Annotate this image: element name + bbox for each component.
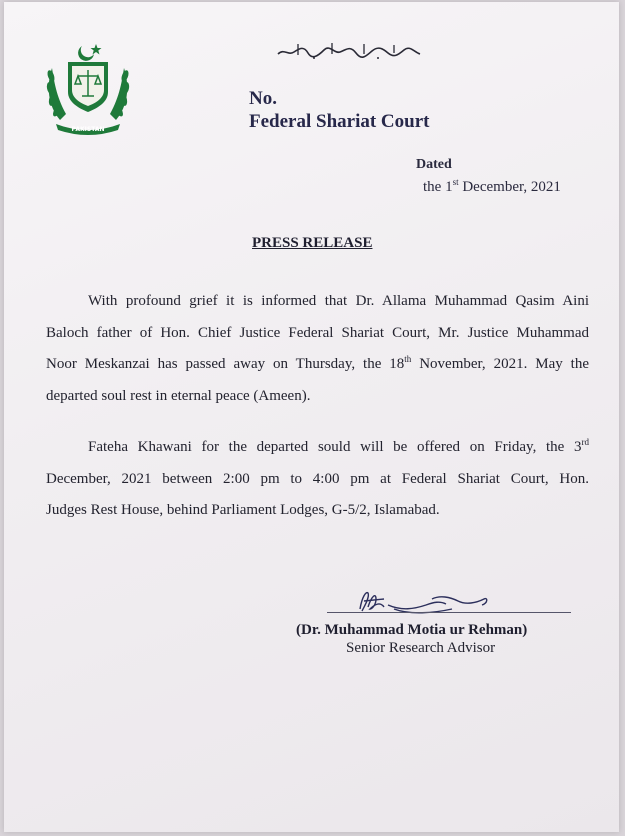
document-page — [4, 2, 619, 832]
emblem-ribbon-text: PAKISTAN — [71, 126, 105, 133]
signature-line — [327, 612, 571, 613]
court-name-heading: Federal Shariat Court — [249, 111, 430, 132]
paragraph-line: December, 2021 between 2:00 pm to 4:00 pm at Federal Shariat Court, Hon. — [46, 470, 589, 487]
paragraph-line: With profound grief it is informed that Dr. Allama Muhammad Qasim Aini — [88, 293, 589, 309]
press-release-title: PRESS RELEASE — [252, 235, 373, 251]
signatory-name: (Dr. Muhammad Motia ur Rehman) — [296, 622, 528, 638]
dated-label: Dated — [416, 157, 452, 172]
paragraph-line: Fateha Khawani for the departed sould will be offered on Friday, the 3rd — [88, 437, 589, 455]
paragraph-line: Judges Rest House, behind Parliament Lodges, G-5/2, Islamabad. — [46, 502, 440, 518]
signatory-designation: Senior Research Advisor — [346, 640, 496, 656]
bismillah-calligraphy — [274, 40, 424, 62]
paragraph-line: Noor Meskanzai has passed away on Thursday, the 18th November, 2021. May the — [46, 354, 590, 372]
paragraph-line: departed soul rest in eternal peace (Ameen). — [46, 387, 311, 404]
paragraph-line: Baloch father of Hon. Chief Justice Federal Shariat Court, Mr. Justice Muhammad — [46, 324, 589, 341]
fateha-paragraph — [46, 432, 589, 527]
date-value: the 1st December, 2021 — [423, 177, 561, 195]
announcement-paragraph — [46, 286, 589, 412]
reference-number: No. — [249, 88, 277, 109]
court-emblem-logo — [42, 40, 134, 136]
